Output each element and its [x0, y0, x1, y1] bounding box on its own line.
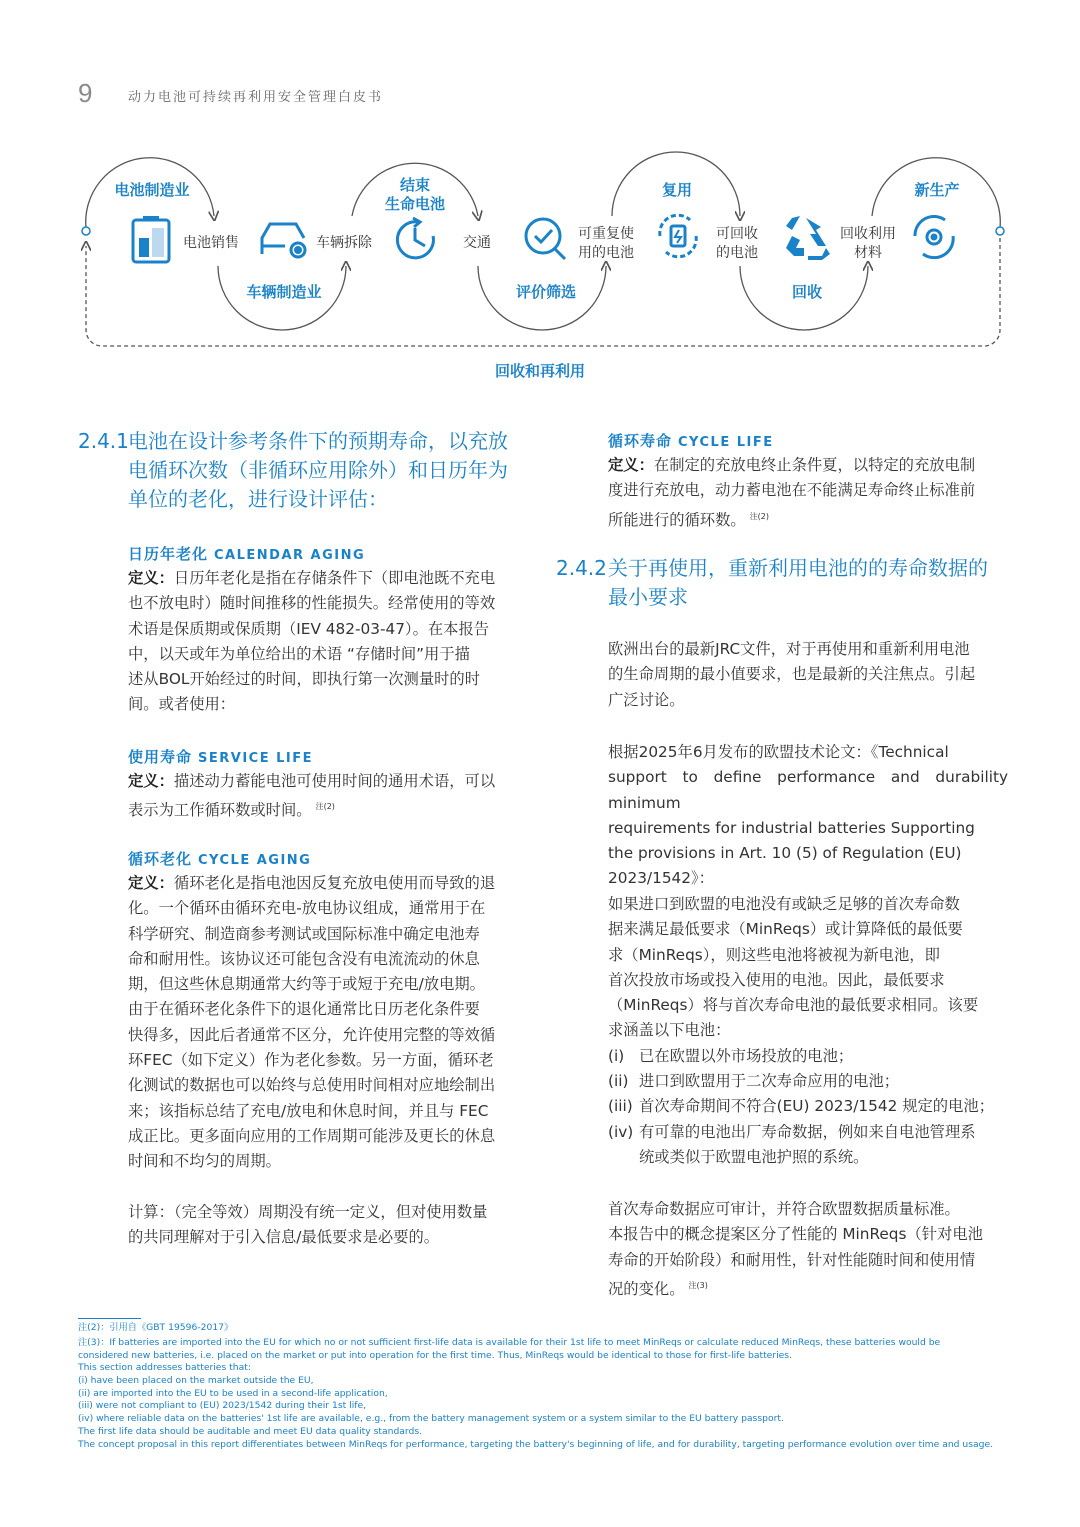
jrc-paragraph: 欧洲出台的最新JRC文件，对于再使用和重新利用电池 的生命周期的最小值要求，也是最新的关注焦点。引起 广泛讨论。 [608, 640, 976, 709]
eu-technical-paper-paragraph: 根据2025年6月发布的欧盟技术论文：《Technical support to define performance and durability minimum requirements for industrial batteries Supporting the provisions in Art. 10 (5) of Regulation (EU) 2023/1542》： [608, 743, 1008, 888]
list-item: (iv) 有可靠的电池出厂寿命数据，例如来自电池管理系 [608, 1122, 976, 1141]
minreqs-paragraph: 如果进口到欧盟的电池没有或缺乏足够的首次寿命数 据来满足最低要求（MinReqs）或计算降低的最低要 求（MinReqs），则这些电池将被视为新电池，即 首次投放市场或投入使用的电池。因此，最低要求 （MinReqs）将与首次寿命电池的最低要求相同。该要 求涵盖以下电池： (i) 已在欧盟以外市场投放的电池； (ii) 进口到欧盟用于二次寿命应用的电池； (iii) 首次寿命期间不符合(EU) 2023/1542 规定的电池； (iv) 有可靠的电池出厂寿命数据，例如来自电池管理系 统或类似于欧盟电池护照的系统。 [608, 892, 1008, 1170]
page-number: 9 [78, 78, 93, 108]
stage-evaluation-screening: 评价筛选 [515, 283, 576, 301]
footnote-line: (iv) where reliable data on the batteries' 1st life are available, e.g., from the battery management system or a system similar to the EU battery passport. [78, 1413, 784, 1424]
footnote-ref: 注(2) [749, 511, 770, 521]
list-item: (iii) 首次寿命期间不符合(EU) 2023/1542 规定的电池； [608, 1097, 994, 1116]
loop-label: 回收和再利用 [494, 362, 585, 380]
footnote-line: considered new batteries, i.e. placed on the market or put into operation for the first time. Thus, MinReqs would be identical to those for first-life batteries. [78, 1350, 793, 1361]
footnote-line: The concept proposal in this report differentiates between MinReqs for performance, targeting the battery's beginning of life, and for durability, targeting performance evolution over time and usage. [78, 1439, 994, 1450]
section-title-line: 单位的老化，进行设计评估： [128, 487, 388, 511]
footnote-line: (i) have been placed on the market outside the EU, [78, 1375, 314, 1386]
gear-cycle-icon [915, 216, 953, 257]
magnify-check-icon [526, 219, 565, 259]
recycle-icon [786, 216, 830, 260]
battery-icon [133, 216, 169, 262]
calendar-aging-def: 定义：日历年老化是指在存储条件下（即电池既不充电 也不放电时）随时间推移的性能损失。经常使用的等效 术语是保质期或保质期（IEV 482-03-47）。在本报告 中，以天或年为单位给出的术语 “存储时间”用于描 述从BOL开始经过的时间，即执行第一次测量时的时 间。或者使用： [128, 569, 496, 714]
doc-title: 动力电池可持续再利用安全管理白皮书 [128, 90, 384, 105]
footnote-line: (ii) are imported into the EU to be used in a second-life application, [78, 1388, 388, 1399]
stage-battery-manufacturing: 电池制造业 [114, 181, 190, 199]
cycle-aging-title: 循环老化 CYCLE AGING [128, 850, 312, 868]
list-item: (i) 已在欧盟以外市场投放的电池； [608, 1046, 854, 1065]
section-title-line: 电池在设计参考条件下的预期寿命，以充放 [128, 429, 508, 453]
footnote-line: 注(3)：If batteries are imported into the EU for which no or not sufficient first-life data is available for their 1st life to meet MinReqs or calculate reduced MinReqs, these batteries would be [78, 1337, 941, 1348]
cycle-life-def: 定义：在制定的充放电终止条件夏，以特定的充放电制 度进行充放电，动力蓄电池在不能满足寿命终止标准前 所能进行的循环数。 $^{注(2)}$ [608, 456, 976, 529]
footnote-ref: 注(2) [315, 802, 335, 812]
cycle-aging-def: 定义：循环老化是指电池因反复充放电使用而导致的退 化。一个循环由循环充电-放电协议组成，通常用于在 科学研究、制造商参考测试或国际标准中确定电池寿 命和耐用性。该协议还可能包含没有电流流动的休息 期，但这些休息期通常大约等于或短于充电/放电期。 由于在循环老化条件下的退化通常比日历老化条件要 快得多，因此后者通常不区分，允许使用完整的等效循 环FEC（如下定义）作为老化参数。另一方面，循环老 化测试的数据也可以始终与总使用时间相对应地绘制出 来；该指标总结了充电/放电和休息时间，并且与 FEC 成正比。更多面向应用的工作周期可能涉及更长的休息 时间和不均匀的周期。 [128, 874, 496, 1171]
stage-reuse: 复用 [661, 181, 692, 199]
stage-new-production: 新生产 [914, 181, 960, 199]
clock-icon [397, 218, 433, 258]
first-life-data-paragraph: 首次寿命数据应可审计，并符合欧盟数据质量标准。 本报告中的概念提案区分了性能的 MinReqs（针对电池 寿命的开始阶段）和耐用性，针对性能随时间和使用情 况的变化。 $^{注(3)}$ [608, 1200, 983, 1298]
item-transport: 交通 [463, 235, 491, 251]
section-2-4-1-title [78, 427, 528, 514]
item-vehicle-dismantling: 车辆拆除 [316, 235, 372, 251]
service-life-def: 定义：描述动力蓄能电池可使用时间的通用术语，可以 表示为工作循环数或时间。 $^{注(2)}$ [128, 772, 496, 820]
section-title-line: 电循环次数（非循环应用除外）和日历年为 [128, 458, 508, 482]
footnote-line: 注(2)：引用自《GBT 19596-2017》 [78, 1322, 234, 1333]
footnote-ref: 注(3) [688, 1280, 708, 1290]
list-item: (ii) 进口到欧盟用于二次寿命应用的电池； [608, 1072, 900, 1091]
cycle-life-title: 循环寿命 CYCLE LIFE [608, 432, 774, 450]
calendar-aging-title: 日历年老化 CALENDAR AGING [128, 545, 366, 563]
car-gear-icon [262, 224, 305, 257]
item-recyclable-battery: 可回收 的电池 [716, 226, 758, 261]
lifecycle-diagram [0, 150, 1080, 390]
section-number: 2.4.2 [556, 556, 607, 580]
footnote-line: This section addresses batteries that: [78, 1362, 251, 1373]
calculation-paragraph: 计算：（完全等效）周期没有统一定义，但对使用数量 的共同理解对于引入信息/最低要求是必要的。 [128, 1203, 488, 1247]
section-2-4-2-title [556, 554, 1016, 612]
item-recycled-materials: 回收利用 材料 [840, 226, 896, 261]
section-number: 2.4.1 [78, 429, 129, 453]
footnote-divider [78, 1318, 141, 1319]
battery-cycle-icon [660, 215, 696, 257]
item-reusable-battery: 可重复使 用的电池 [578, 226, 634, 261]
stage-vehicle-manufacturing: 车辆制造业 [246, 283, 322, 301]
stage-end-of-life: 结束 生命电池 [384, 176, 445, 213]
item-battery-sales: 电池销售 [183, 235, 239, 251]
stage-recycling: 回收 [791, 283, 822, 301]
service-life-title: 使用寿命 SERVICE LIFE [128, 748, 313, 766]
section-title-line: 关于再使用，重新利用电池的的寿命数据的 [608, 556, 988, 580]
footnote-line: The first life data should be auditable and meet EU data quality standards. [78, 1426, 423, 1437]
section-title-line: 最小要求 [608, 585, 688, 609]
list-item: 统或类似于欧盟电池护照的系统。 [639, 1147, 869, 1166]
footnote-line: (iii) were not compliant to (EU) 2023/1542 during their 1st life, [78, 1400, 367, 1411]
